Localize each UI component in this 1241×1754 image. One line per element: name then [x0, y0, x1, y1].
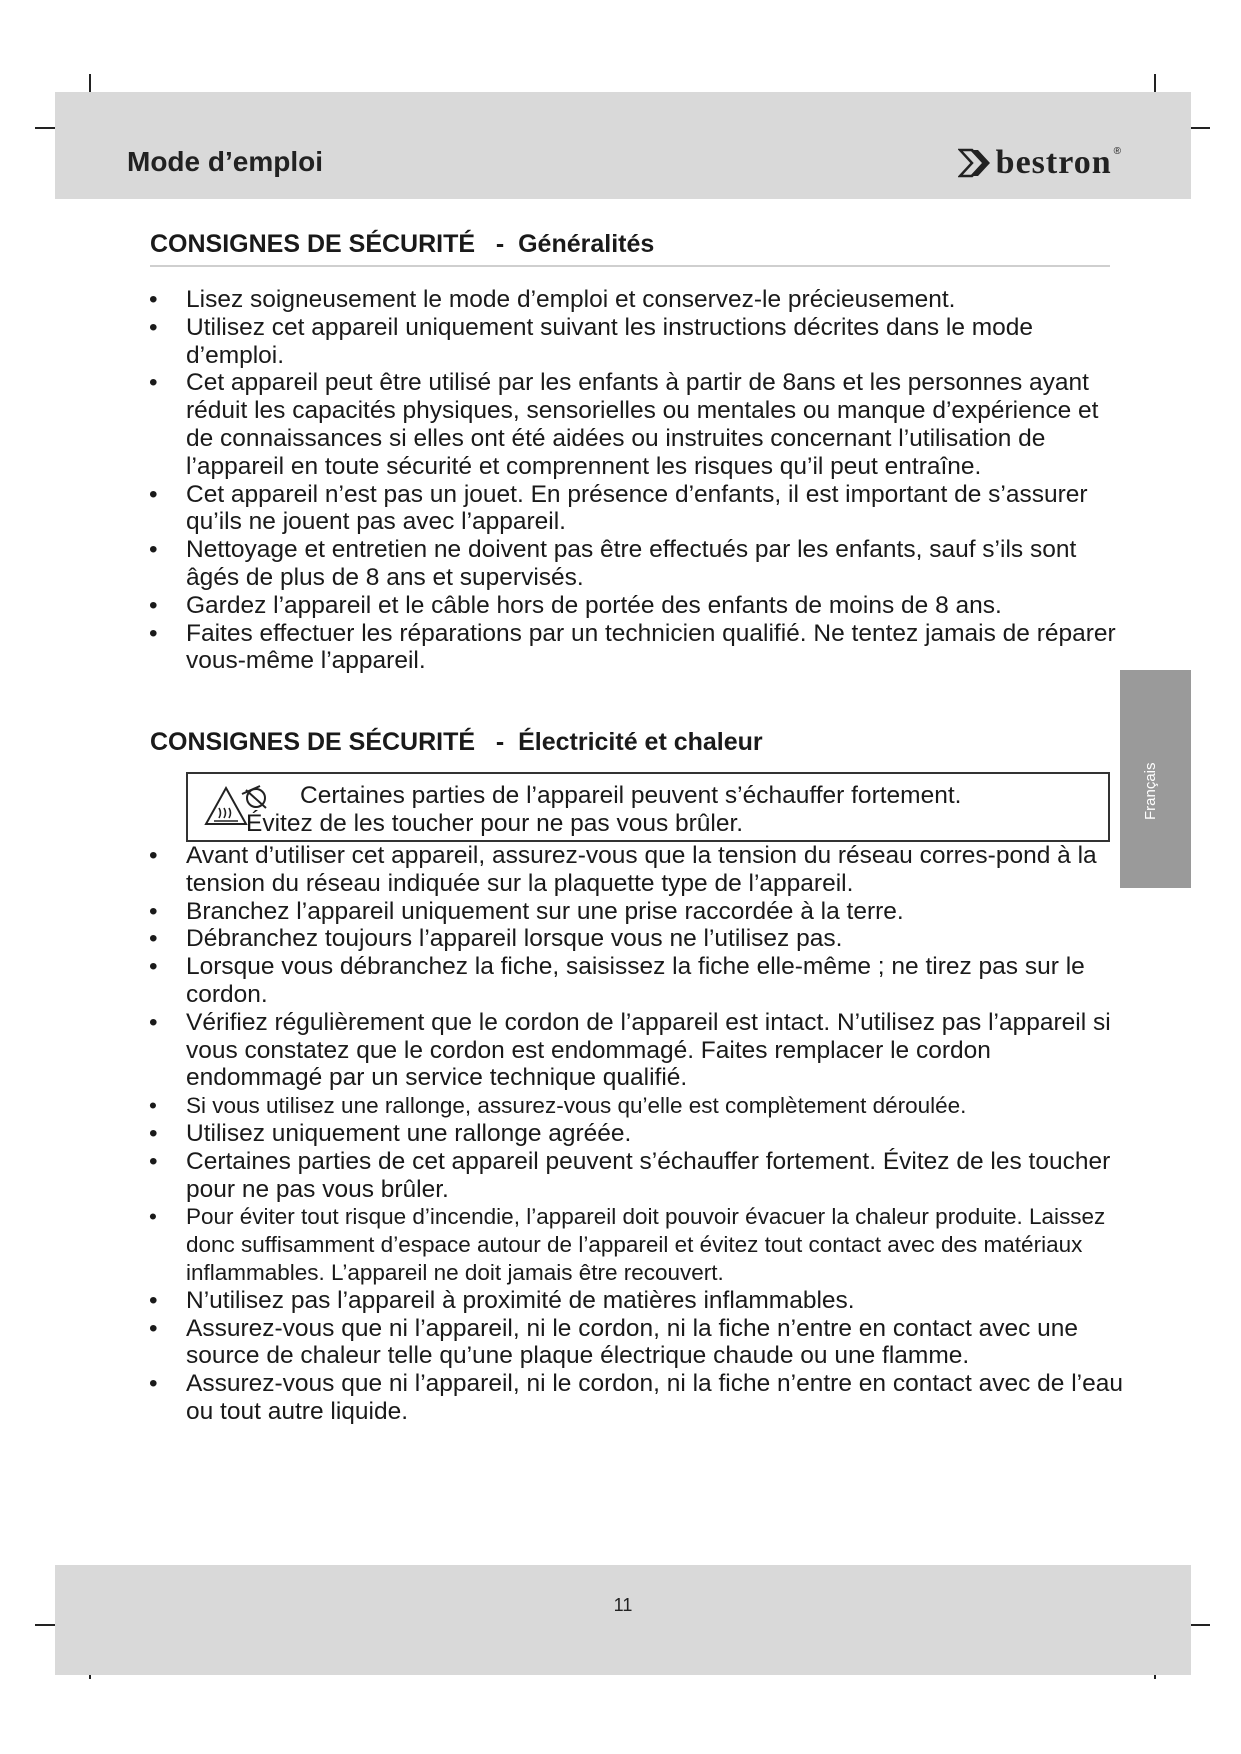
list-item: • Pour éviter tout risque d’incendie, l’appareil doit pouvoir évacuer la chaleur produite. Laissez donc suffisamment d’espace autour de l’appareil et évitez tout contact avec des matériaux inflammables. L’appareil ne doit jamais être recouvert. — [148, 1203, 1128, 1286]
brand-logo — [958, 144, 1121, 182]
heat-warning-box — [186, 772, 1110, 842]
page-number: 11 — [613, 1595, 633, 1615]
list-item: • Assurez-vous que ni l’appareil, ni le cordon, ni la fiche n’entre en contact avec de l’eau ou tout autre liquide. — [148, 1370, 1128, 1426]
language-tab-label: Français — [1142, 762, 1159, 820]
brand-registered-mark: ® — [1113, 145, 1121, 157]
list-item: • Cet appareil n’est pas un jouet. En présence d’enfants, il est important de s’assurer qu’ils ne jouent pas avec l’appareil. — [148, 481, 1128, 537]
list-item: • Certaines parties de cet appareil peuvent s’échauffer fortement. Évitez de les toucher pour ne pas vous brûler. — [148, 1148, 1128, 1204]
list-item: • Débranchez toujours l’appareil lorsque vous ne l’utilisez pas. — [148, 925, 1128, 953]
warning-text-line1: Certaines parties de l’appareil peuvent s’échauffer fortement. — [300, 782, 962, 809]
list-item: • Utilisez cet appareil uniquement suivant les instructions décrites dans le mode d’emploi. — [148, 314, 1128, 370]
brand-chevron-icon — [958, 146, 992, 180]
list-item: • N’utilisez pas l’appareil à proximité de matières inflammables. — [148, 1287, 1128, 1315]
list-item: • Cet appareil peut être utilisé par les enfants à partir de 8ans et les personnes ayant réduit les capacités physiques, sensorielles ou mentales ou manque d’expérience et de connaissances si elles ont été aidées ou instruites concernant l’utilisation de l’appareil en toute sécurité et comprennent les risques qu’il peut entraîne. — [148, 369, 1128, 480]
list-item: • Si vous utilisez une rallonge, assurez-vous qu’elle est complètement déroulée. — [148, 1092, 1128, 1120]
page-header — [55, 92, 1191, 199]
list-item: • Lisez soigneusement le mode d’emploi et conservez-le précieusement. — [148, 286, 1128, 314]
electricity-safety-list — [148, 842, 1128, 1426]
list-item: • Assurez-vous que ni l’appareil, ni le cordon, ni la fiche n’entre en contact avec une source de chaleur telle qu’une plaque électrique chaude ou une flamme. — [148, 1315, 1128, 1371]
list-item: • Vérifiez régulièrement que le cordon de l’appareil est intact. N’utilisez pas l’appareil si vous constatez que le cordon est endommagé. Faites remplacer le cordon endommagé par un service technique qualifié. — [148, 1009, 1128, 1092]
warning-text-line2: Évitez de les toucher pour ne pas vous brûler. — [246, 810, 744, 837]
list-item: • Branchez l’appareil uniquement sur une prise raccordée à la terre. — [148, 898, 1128, 926]
general-safety-list — [148, 286, 1128, 675]
list-item: • Lorsque vous débranchez la fiche, saisissez la fiche elle-même ; ne tirez pas sur le cordon. — [148, 953, 1128, 1009]
page-title: Mode d’emploi — [127, 146, 323, 177]
list-item: • Gardez l’appareil et le câble hors de portée des enfants de moins de 8 ans. — [148, 592, 1128, 620]
list-item: • Avant d’utiliser cet appareil, assurez-vous que la tension du réseau corres-pond à la tension du réseau indiquée sur la plaquette type de l’appareil. — [148, 842, 1128, 898]
section-title-general: CONSIGNES DE SÉCURITÉ - Généralités — [150, 230, 655, 258]
list-item: • Faites effectuer les réparations par un technicien qualifié. Ne tentez jamais de réparer vous-même l’appareil. — [148, 620, 1128, 676]
page-footer — [55, 1565, 1191, 1675]
hot-surface-warning-icon — [202, 784, 272, 828]
list-item: • Nettoyage et entretien ne doivent pas être effectués par les enfants, sauf s’ils sont âgés de plus de 8 ans et supervisés. — [148, 536, 1128, 592]
section-divider — [150, 265, 1110, 267]
language-tab — [1120, 670, 1191, 888]
list-item: • Utilisez uniquement une rallonge agréée. — [148, 1120, 1128, 1148]
brand-name: bestron — [995, 144, 1112, 181]
section-title-electricity: CONSIGNES DE SÉCURITÉ - Électricité et chaleur — [150, 728, 763, 756]
